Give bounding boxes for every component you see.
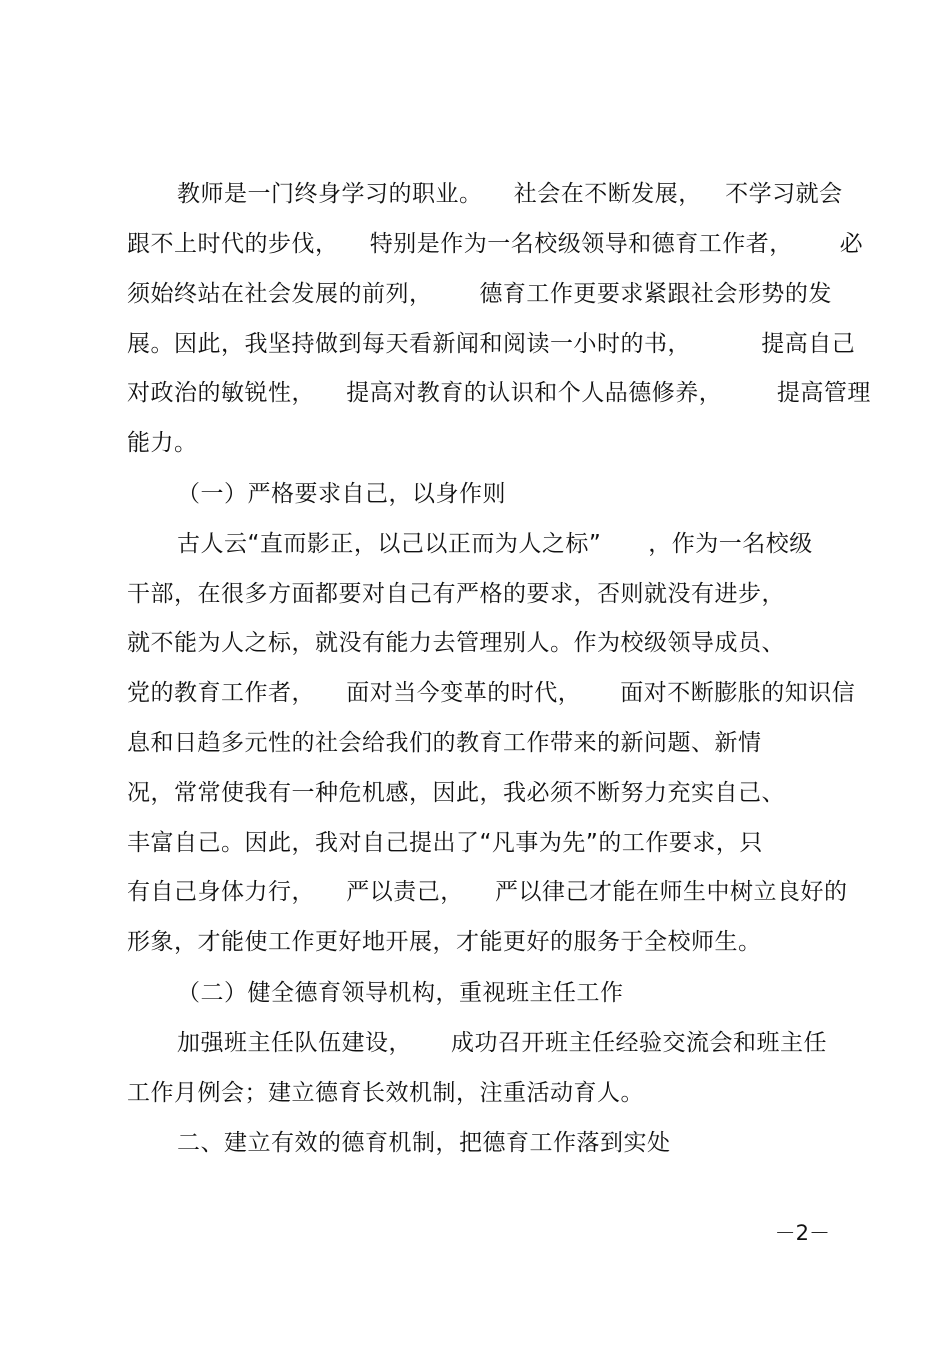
paragraph-line-11: 息和日趋多元性的社会给我们的教育工作带来的新问题、新情 (127, 730, 762, 756)
paragraph-line-2: 跟不上时代的步伐， 特别是作为一名校级领导和德育工作者， 必 (127, 231, 864, 257)
paragraph-line-14: 有自己身体力行， 严以责己， 严以律己才能在师生中树立良好的 (127, 879, 848, 905)
paragraph-line-3: 须始终站在社会发展的前列， 德育工作更要求紧跟社会形势的发 (127, 281, 832, 307)
page-number: －2－ (774, 1221, 830, 1245)
section-heading-2: （二）健全德育领导机构，重视班主任工作 (177, 980, 624, 1006)
paragraph-line-6: 能力。 (127, 430, 198, 456)
paragraph-line-15: 形象，才能使工作更好地开展，才能更好的服务于全校师生。 (127, 929, 762, 955)
paragraph-line-8: 干部，在很多方面都要对自己有严格的要求，否则就没有进步， (127, 581, 785, 607)
paragraph-line-10: 党的教育工作者， 面对当今变革的时代， 面对不断膨胀的知识信 (127, 680, 856, 706)
paragraph-line-7: 古人云“直而影正，以己以正而为人之标” ，作为一名校级 (177, 531, 813, 557)
paragraph-line-16: 加强班主任队伍建设， 成功召开班主任经验交流会和班主任 (177, 1030, 828, 1056)
section-heading-3: 二、建立有效的德育机制，把德育工作落到实处 (177, 1130, 671, 1156)
section-heading-1: （一）严格要求自己，以身作则 (177, 481, 506, 507)
paragraph-line-4: 展。因此，我坚持做到每天看新闻和阅读一小时的书， 提高自己 (127, 331, 856, 357)
paragraph-line-12: 况，常常使我有一种危机感，因此，我必须不断努力充实自己、 (127, 780, 785, 806)
paragraph-line-5: 对政治的敏锐性， 提高对教育的认识和个人品德修养， 提高管理 (127, 380, 871, 406)
paragraph-line-13: 丰富自己。因此，我对自己提出了“凡事为先”的工作要求，只 (127, 830, 763, 856)
paragraph-line-1: 教师是一门终身学习的职业。 社会在不断发展， 不学习就会 (177, 181, 843, 207)
paragraph-line-17: 工作月例会；建立德育长效机制，注重活动育人。 (127, 1080, 644, 1106)
paragraph-line-9: 就不能为人之标，就没有能力去管理别人。作为校级领导成员、 (127, 630, 785, 656)
